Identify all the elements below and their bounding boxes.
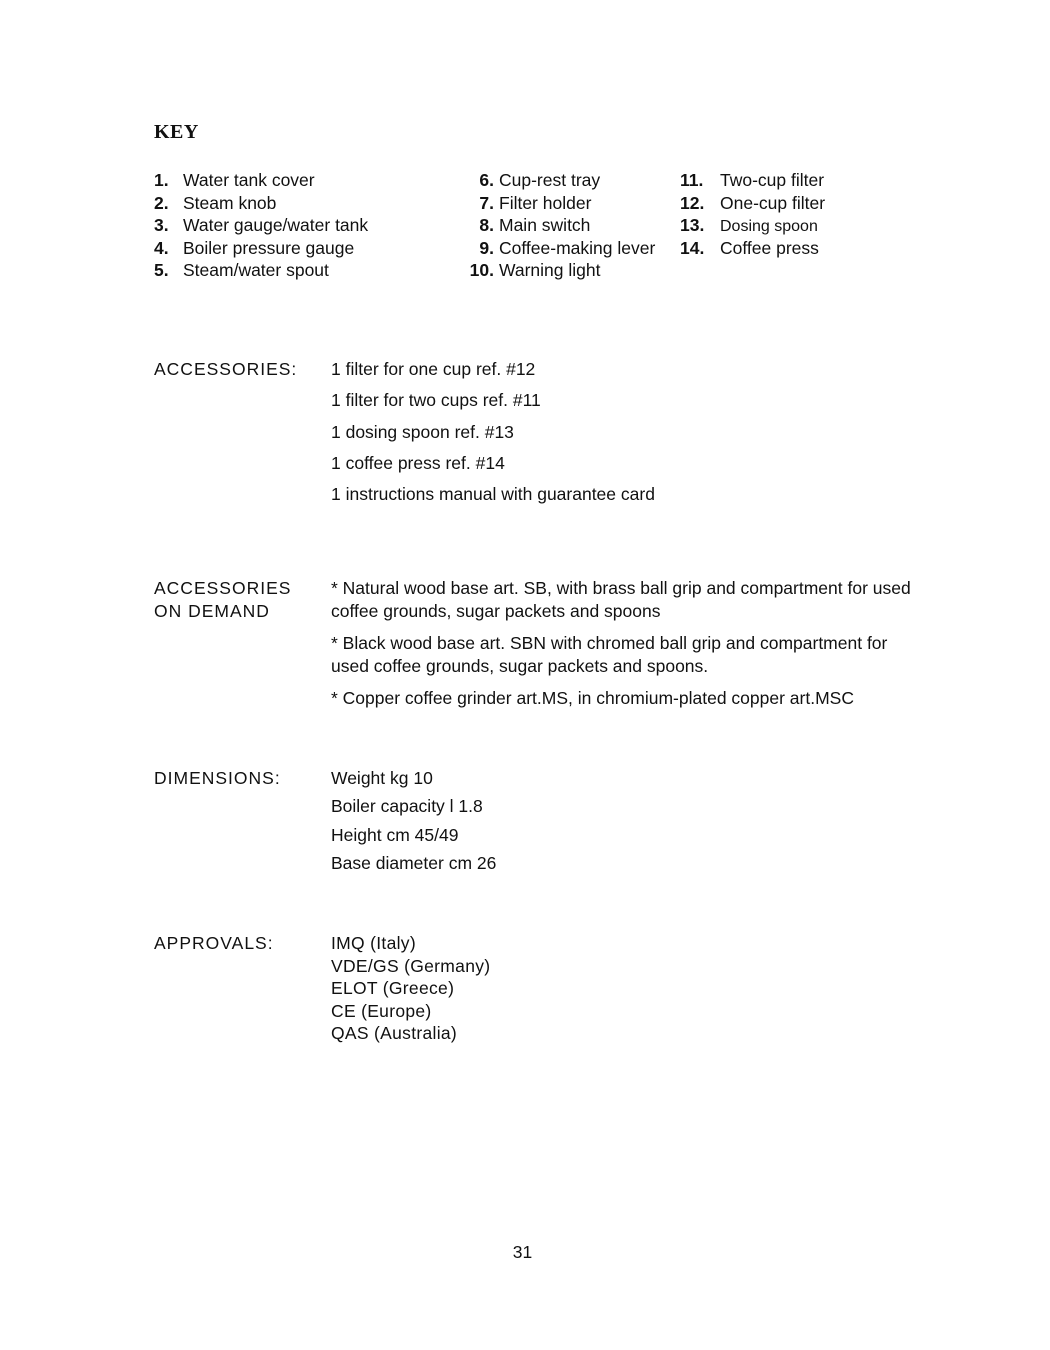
list-item: 1 filter for two cups ref. #11	[331, 390, 541, 411]
key-item-number: 14.	[680, 237, 705, 258]
key-item-number: 6.	[479, 170, 494, 190]
key-item	[680, 237, 825, 260]
key-item-number: 13.	[680, 215, 705, 236]
key-item-label: Water gauge/water tank	[183, 215, 369, 236]
key-item-label: Coffee press	[720, 237, 819, 258]
list-item: 1 instructions manual with guarantee card	[331, 484, 655, 505]
list-item: ELOT (Greece)	[331, 978, 455, 999]
key-item-label: One-cup filter	[720, 192, 826, 213]
key-heading: KEY	[154, 121, 199, 143]
key-item-label: Main switch	[499, 215, 591, 236]
list-item: IMQ (Italy)	[331, 933, 416, 953]
key-column-1	[154, 169, 368, 282]
key-item-number: 8.	[479, 215, 494, 236]
list-item: Weight kg 10	[331, 768, 433, 788]
list-item: Boiler capacity l 1.8	[331, 796, 483, 817]
key-item	[154, 192, 368, 215]
key-item	[456, 214, 655, 237]
key-item-number: 7.	[479, 192, 494, 213]
key-item-number: 12.	[680, 192, 705, 213]
key-column-3	[680, 169, 825, 259]
list-item: Height cm 45/49	[331, 824, 459, 845]
list-item: 1 dosing spoon ref. #13	[331, 421, 514, 442]
key-item	[456, 169, 655, 192]
accessories-on-demand-label	[154, 577, 291, 623]
key-item	[456, 259, 655, 282]
accessories-on-demand-list	[331, 577, 911, 710]
key-item-label: Coffee-making lever	[499, 237, 656, 258]
key-item	[154, 259, 368, 282]
dimensions-list	[331, 767, 496, 881]
key-item	[154, 237, 368, 260]
list-item: QAS (Australia)	[331, 1023, 458, 1044]
key-item-label: Boiler pressure gauge	[183, 237, 355, 258]
label-line: ACCESSORIES	[154, 578, 292, 598]
key-item-number: 1.	[154, 170, 169, 190]
key-item-number: 4.	[154, 237, 169, 258]
accessories-on-demand-body	[331, 577, 911, 719]
key-item	[456, 237, 655, 260]
approvals-list	[331, 932, 490, 1045]
key-item	[456, 192, 655, 215]
key-item	[154, 214, 368, 237]
accessories-label: ACCESSORIES:	[154, 359, 298, 379]
approvals-label: APPROVALS:	[154, 933, 274, 953]
list-item: CE (Europe)	[331, 1000, 432, 1021]
key-item-label: Filter holder	[499, 192, 592, 213]
key-item-label: Two-cup filter	[720, 170, 825, 190]
list-item: 1 filter for one cup ref. #12	[331, 359, 536, 379]
key-item-number: 11.	[680, 170, 704, 190]
list-item: * Black wood base art. SBN with chromed ball grip and compartment for used coffee grounds, sugar packets and spoons.	[331, 633, 888, 676]
key-item-number: 3.	[154, 215, 169, 236]
key-item-number: 10.	[469, 260, 494, 281]
key-item	[154, 169, 368, 192]
key-item-number: 2.	[154, 192, 169, 213]
list-item: Base diameter cm 26	[331, 853, 497, 874]
key-item-label: Steam/water spout	[183, 260, 329, 281]
dimensions-label: DIMENSIONS:	[154, 768, 281, 788]
key-item	[680, 169, 825, 192]
key-item	[680, 214, 825, 237]
page-number: 31	[512, 1242, 533, 1262]
key-item-label: Steam knob	[183, 192, 277, 213]
list-item: VDE/GS (Germany)	[331, 955, 491, 976]
accessories-list	[331, 358, 655, 514]
list-item: * Copper coffee grinder art.MS, in chromium-plated copper art.MSC	[331, 688, 854, 708]
list-item: 1 coffee press ref. #14	[331, 452, 505, 473]
key-item-label: Warning light	[499, 260, 601, 281]
key-item-number: 5.	[154, 260, 169, 281]
approvals-body	[331, 932, 490, 1045]
key-item-label: Dosing spoon	[720, 218, 818, 236]
key-column-2	[456, 169, 655, 282]
key-item-label: Water tank cover	[183, 170, 315, 190]
list-item: * Natural wood base art. SB, with brass ball grip and compartment for used coffee grounds, sugar packets and spoons	[331, 578, 911, 621]
label-line: ON DEMAND	[154, 601, 270, 621]
key-item	[680, 192, 825, 215]
accessories-body	[331, 358, 655, 514]
dimensions-body	[331, 767, 496, 881]
key-item-number: 9.	[479, 237, 494, 258]
key-item-label: Cup-rest tray	[499, 170, 601, 190]
